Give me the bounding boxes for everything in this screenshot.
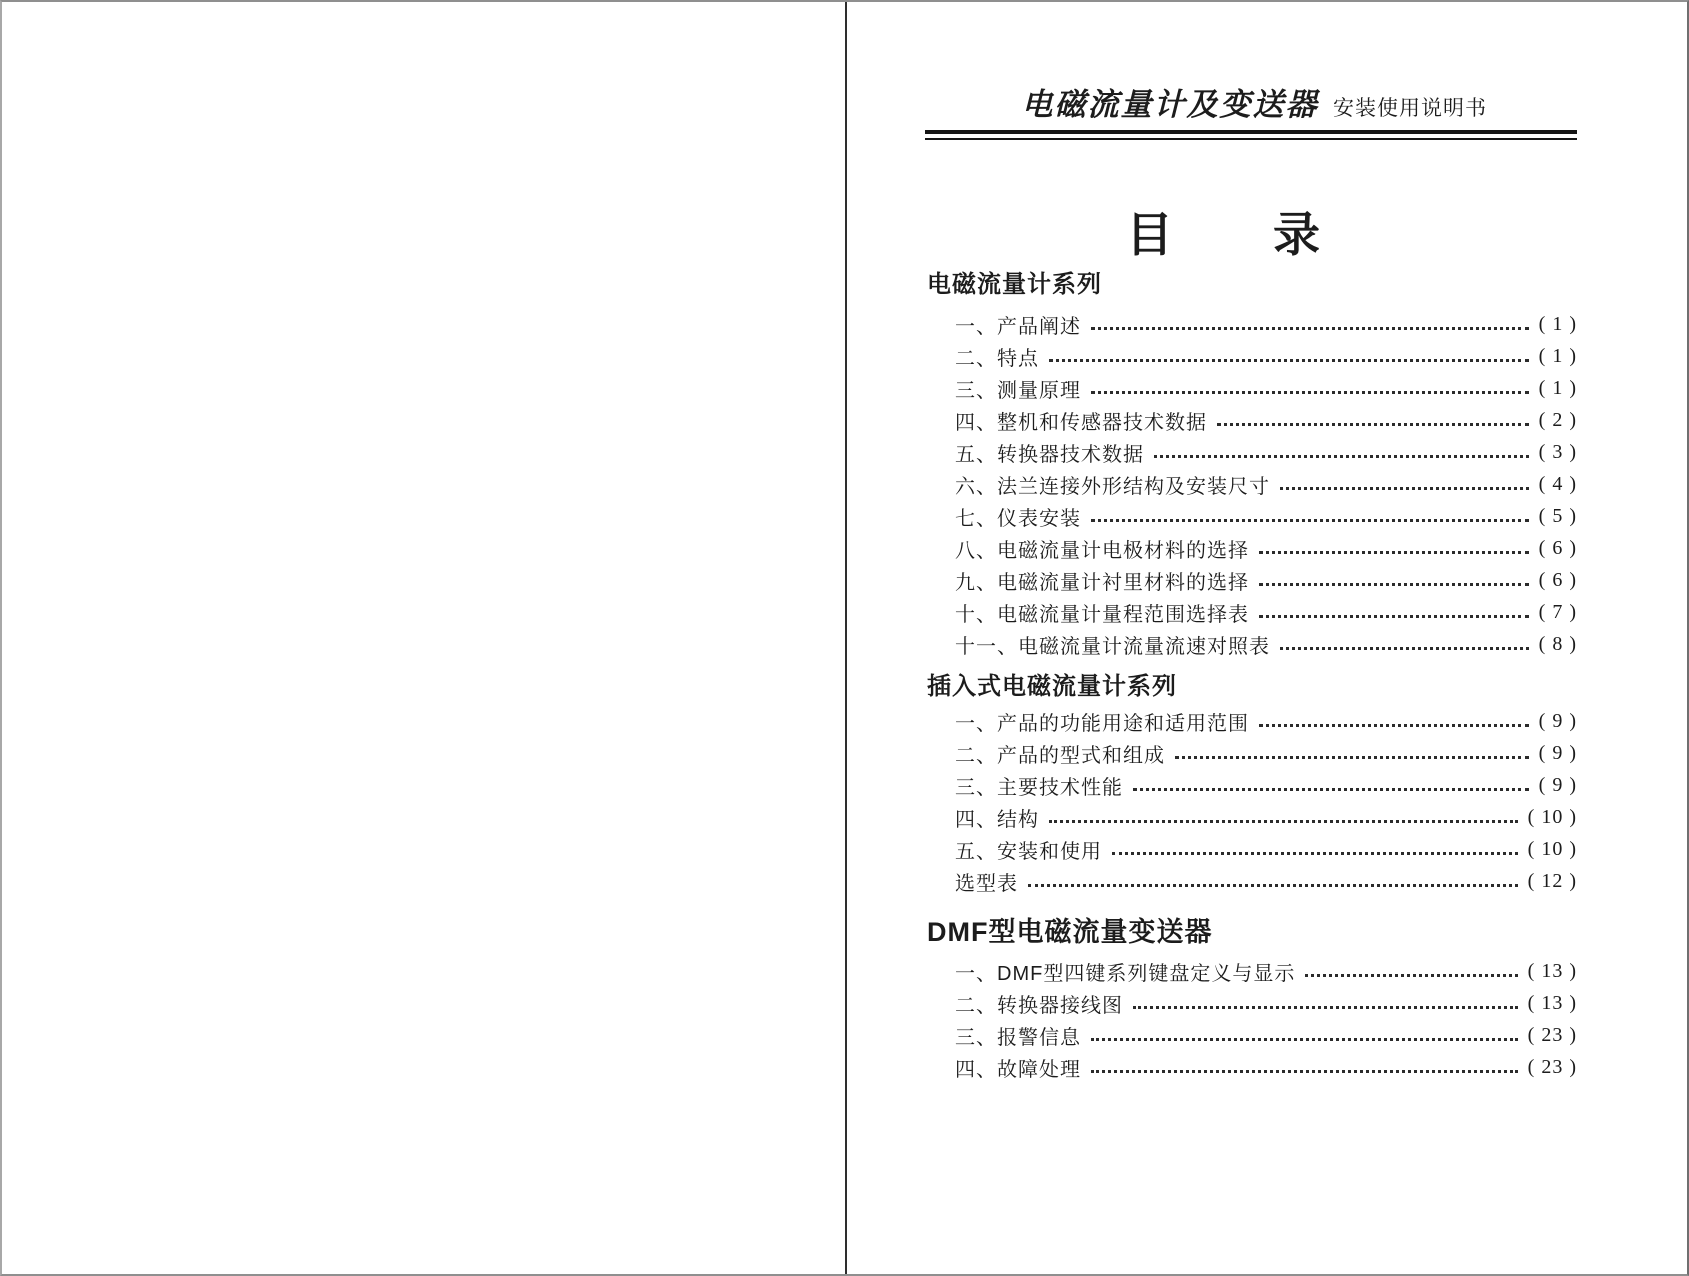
toc-item-label: 三、报警信息 — [955, 1026, 1081, 1049]
section-rows — [927, 308, 1577, 660]
dot-leader — [1175, 756, 1529, 759]
dot-leader — [1259, 551, 1529, 554]
toc-body — [927, 270, 1577, 1083]
toc-item-label: 一、产品阐述 — [955, 315, 1081, 338]
toc-item-label: 二、产品的型式和组成 — [955, 744, 1165, 767]
dot-leader — [1091, 1038, 1518, 1041]
page-number: ( 4 ) — [1538, 472, 1577, 495]
toc-item-label: 三、主要技术性能 — [955, 776, 1123, 799]
page-number: ( 6 ) — [1538, 568, 1577, 591]
toc-item-label: 三、测量原理 — [955, 379, 1081, 402]
toc-title: 目 录 — [1126, 208, 1322, 261]
toc-row — [927, 500, 1577, 532]
page-number: ( 10 ) — [1527, 837, 1577, 860]
page-number: ( 23 ) — [1527, 1023, 1577, 1046]
manual-subtitle: 安装使用说明书 — [1333, 97, 1487, 120]
left-page-blank — [2, 2, 845, 1274]
dot-leader — [1049, 820, 1518, 823]
header-rule-thin — [925, 138, 1577, 140]
toc-item-label: 四、整机和传感器技术数据 — [955, 411, 1207, 434]
dot-leader — [1259, 724, 1529, 727]
toc-item-label: 七、仪表安装 — [955, 507, 1081, 530]
toc-page — [847, 2, 1689, 1274]
page-number: ( 1 ) — [1538, 344, 1577, 367]
toc-row — [927, 308, 1577, 340]
dot-leader — [1091, 1070, 1518, 1073]
page-number: ( 9 ) — [1538, 709, 1577, 732]
toc-row — [927, 340, 1577, 372]
dot-leader — [1091, 519, 1529, 522]
toc-item-label: 二、转换器接线图 — [955, 994, 1123, 1017]
section-title-dmf-transmitter: DMF型电磁流量变送器 — [927, 917, 1213, 947]
dot-leader — [1112, 852, 1518, 855]
dot-leader — [1028, 884, 1518, 887]
toc-item-label: 五、转换器技术数据 — [955, 443, 1144, 466]
dot-leader — [1280, 487, 1529, 490]
dot-leader — [1259, 615, 1529, 618]
page-number: ( 2 ) — [1538, 408, 1577, 431]
page-number: ( 9 ) — [1538, 741, 1577, 764]
toc-item-label: 一、DMF型四键系列键盘定义与显示 — [955, 962, 1296, 985]
toc-item-label: 四、结构 — [955, 808, 1039, 831]
page-number: ( 10 ) — [1527, 805, 1577, 828]
dot-leader — [1049, 359, 1529, 362]
toc-item-label: 六、法兰连接外形结构及安装尺寸 — [955, 475, 1270, 498]
toc-row — [927, 468, 1577, 500]
header-rule-thick — [925, 130, 1577, 134]
toc-row — [927, 1051, 1577, 1083]
toc-item-label: 二、特点 — [955, 347, 1039, 370]
toc-row — [927, 404, 1577, 436]
page-number: ( 9 ) — [1538, 773, 1577, 796]
section-title-insertion-series: 插入式电磁流量计系列 — [927, 673, 1177, 700]
section-rows — [927, 705, 1577, 897]
toc-row — [927, 596, 1577, 628]
toc-item-label: 五、安装和使用 — [955, 840, 1102, 863]
toc-item-label: 选型表 — [955, 872, 1018, 895]
toc-item-label: 十、电磁流量计量程范围选择表 — [955, 603, 1249, 626]
dot-leader — [1280, 647, 1529, 650]
dot-leader — [1259, 583, 1529, 586]
toc-item-label: 十一、电磁流量计流量流速对照表 — [955, 635, 1270, 658]
toc-row — [927, 628, 1577, 660]
page-number: ( 3 ) — [1538, 440, 1577, 463]
dot-leader — [1091, 391, 1529, 394]
dot-leader — [1217, 423, 1529, 426]
toc-row — [927, 833, 1577, 865]
dot-leader — [1154, 455, 1529, 458]
toc-item-label: 一、产品的功能用途和适用范围 — [955, 712, 1249, 735]
toc-row — [927, 865, 1577, 897]
toc-item-label: 四、故障处理 — [955, 1058, 1081, 1081]
toc-row — [927, 987, 1577, 1019]
section-title-flowmeter-series: 电磁流量计系列 — [927, 271, 1102, 298]
toc-row — [927, 372, 1577, 404]
page-number: ( 7 ) — [1538, 600, 1577, 623]
toc-item-label: 八、电磁流量计电极材料的选择 — [955, 539, 1249, 562]
dot-leader — [1091, 327, 1529, 330]
toc-row — [927, 564, 1577, 596]
page-number: ( 8 ) — [1538, 632, 1577, 655]
toc-item-label: 九、电磁流量计衬里材料的选择 — [955, 571, 1249, 594]
toc-row — [927, 532, 1577, 564]
page-number: ( 5 ) — [1538, 504, 1577, 527]
page-number: ( 13 ) — [1527, 991, 1577, 1014]
dot-leader — [1133, 788, 1529, 791]
dot-leader — [1133, 1006, 1518, 1009]
manual-title: 电磁流量计及变送器 — [1021, 87, 1319, 122]
dot-leader — [1305, 974, 1517, 977]
page-number: ( 6 ) — [1538, 536, 1577, 559]
toc-row — [927, 1019, 1577, 1051]
toc-row — [927, 955, 1577, 987]
running-header — [927, 86, 1487, 130]
section-rows — [927, 955, 1577, 1083]
toc-row — [927, 737, 1577, 769]
page-number: ( 23 ) — [1527, 1055, 1577, 1078]
page-number: ( 1 ) — [1538, 376, 1577, 399]
page-number: ( 12 ) — [1527, 869, 1577, 892]
toc-row — [927, 705, 1577, 737]
toc-row — [927, 801, 1577, 833]
page-number: ( 13 ) — [1527, 959, 1577, 982]
toc-row — [927, 769, 1577, 801]
toc-row — [927, 436, 1577, 468]
page-number: ( 1 ) — [1538, 312, 1577, 335]
